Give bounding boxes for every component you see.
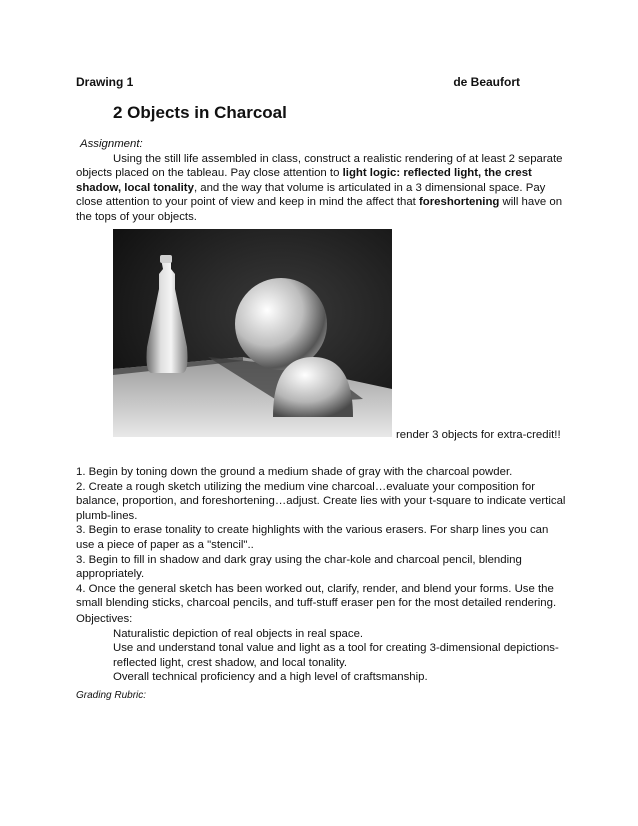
assignment-label: Assignment: [80, 138, 143, 150]
step-item: 2. Create a rough sketch utilizing the medium vine charcoal…evaluate your composition for balance, proportion, and foreshortening…adjust. Create lies with your t-square to indicate vertical plumb-lines. [76, 480, 566, 522]
assignment-bold-1: light logic: reflected light, the crest shadow, local tonality [76, 167, 532, 194]
objective-item: Use and understand tonal value and light as a tool for creating 3-dimensional depictions- reflected light, crest shadow, and local tonality. [113, 642, 559, 669]
assignment-bold-2: foreshortening [419, 196, 500, 209]
assignment-paragraph [76, 152, 566, 225]
instructor-name: de Beaufort [453, 75, 520, 89]
assignment-text-1: Using the still life assembled in class, construct a realistic rendering of at least 2 separate objects placed on the tableau. Pay close attention to [76, 152, 563, 180]
assignment-text-2: , and the way that volume is articulated in a 3 dimensional space. Pay close attention to your point of view and keep in mind the affect that [76, 181, 546, 209]
bottle-cap-shape [160, 255, 172, 263]
objectives-section [76, 612, 576, 685]
page-title: 2 Objects in Charcoal [113, 103, 287, 122]
assignment-text-3: will have on the tops of your objects. [76, 196, 563, 223]
grading-rubric-label: Grading Rubric: [76, 690, 147, 701]
objective-item: Naturalistic depiction of real objects in real space. [113, 627, 364, 640]
steps-list [76, 465, 566, 611]
step-item: 3. Begin to erase tonality to create highlights with the various erasers. For sharp lines you can use a piece of paper as a "stencil".. [76, 524, 549, 551]
extra-credit-caption: render 3 objects for extra-credit!! [396, 429, 561, 441]
charcoal-still-life-image [113, 229, 392, 437]
assignment-section [76, 137, 566, 225]
sphere-shape [235, 278, 327, 370]
objective-item: Overall technical proficiency and a high level of craftsmanship. [113, 671, 428, 684]
step-item: 4. Once the general sketch has been worked out, clarify, render, and blend your forms. Use the small blending sticks, charcoal pencils, and tuff-stuff eraser pen for the most detailed rendering. [76, 582, 557, 610]
step-item: 1. Begin by toning down the ground a medium shade of gray with the charcoal powder. [76, 466, 513, 478]
step-item: 3. Begin to fill in shadow and dark gray using the char-kole and charcoal pencil, blending appropriately. [76, 553, 522, 581]
objectives-label: Objectives: [76, 613, 133, 625]
course-name: Drawing 1 [76, 75, 134, 89]
